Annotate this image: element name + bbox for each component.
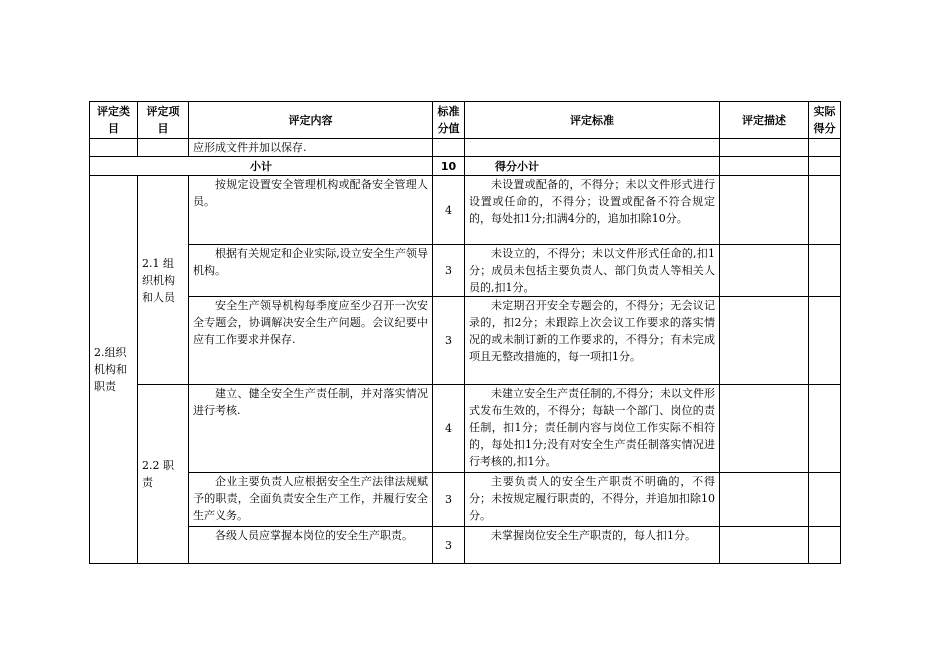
header-score: 标准分值 <box>433 102 465 139</box>
standard-cell: 未掌握岗位安全生产职责的，每人扣1分。 <box>465 527 720 564</box>
item-cell: 2.1 组织机构和人员 <box>138 176 189 385</box>
carry-over-content: 应形成文件并加以保存. <box>189 139 433 157</box>
table-row <box>90 297 841 385</box>
header-standard: 评定标准 <box>465 102 720 139</box>
subtotal-row <box>90 157 841 176</box>
subtotal-label: 小计 <box>90 157 433 176</box>
table-row <box>90 473 841 527</box>
header-item: 评定项目 <box>138 102 189 139</box>
content-cell: 各级人员应掌握本岗位的安全生产职责。 <box>189 527 433 564</box>
standard-cell: 未定期召开安全专题会的，不得分；无会议记录的，扣2分；未跟踪上次会议工作要求的落实情况的或未制订新的工作要求的，不得分；有未完成项且无整改措施的，每一项扣1分。 <box>465 297 720 385</box>
item-cell: 2.2 职责 <box>138 385 189 564</box>
description-cell <box>720 297 809 385</box>
header-row <box>90 102 841 139</box>
evaluation-table <box>89 101 841 564</box>
score-cell: 3 <box>433 527 465 564</box>
score-cell: 3 <box>433 245 465 297</box>
content-cell: 建立、健全安全生产责任制，并对落实情况进行考核. <box>189 385 433 473</box>
score-cell: 3 <box>433 473 465 527</box>
standard-cell: 主要负责人的安全生产职责不明确的，不得分；未按规定履行职责的，不得分，并追加扣除10分。 <box>465 473 720 527</box>
actual-score-cell <box>809 385 841 473</box>
content-cell: 企业主要负责人应根据安全生产法律法规赋予的职责，全面负责安全生产工作，并履行安全生产义务。 <box>189 473 433 527</box>
cell-empty <box>809 139 841 157</box>
description-cell <box>720 245 809 297</box>
cell-empty <box>720 157 809 176</box>
description-cell <box>720 385 809 473</box>
standard-cell: 未建立安全生产责任制的,不得分；未以文件形式发布生效的，不得分；每缺一个部门、岗位的责任制，扣1分；责任制内容与岗位工作实际不相符的，每处扣1分;没有对安全生产责任制落实情况进行考核的,扣1分。 <box>465 385 720 473</box>
cell-empty <box>720 139 809 157</box>
header-actual: 实际得分 <box>809 102 841 139</box>
table-row <box>90 176 841 245</box>
table-row <box>90 245 841 297</box>
score-cell: 4 <box>433 176 465 245</box>
description-cell <box>720 473 809 527</box>
cell-empty <box>90 139 138 157</box>
actual-score-cell <box>809 297 841 385</box>
content-cell: 按规定设置安全管理机构或配备安全管理人员。 <box>189 176 433 245</box>
description-cell <box>720 527 809 564</box>
actual-score-cell <box>809 176 841 245</box>
table-row <box>90 385 841 473</box>
cell-empty <box>138 139 189 157</box>
cell-empty <box>809 157 841 176</box>
content-cell: 安全生产领导机构每季度应至少召开一次安全专题会，协调解决安全生产问题。会议纪要中应有工作要求并保存. <box>189 297 433 385</box>
standard-cell: 未设置或配备的，不得分；未以文件形式进行设置或任命的，不得分；设置或配备不符合规定的，每处扣1分;扣满4分的，追加扣除10分。 <box>465 176 720 245</box>
header-description: 评定描述 <box>720 102 809 139</box>
actual-score-cell <box>809 245 841 297</box>
carry-over-row <box>90 139 841 157</box>
score-cell: 3 <box>433 297 465 385</box>
actual-score-cell <box>809 473 841 527</box>
subtotal-score-label: 得分小计 <box>465 157 720 176</box>
subtotal-score: 10 <box>433 157 465 176</box>
table-row <box>90 527 841 564</box>
content-cell: 根据有关规定和企业实际,设立安全生产领导机构。 <box>189 245 433 297</box>
actual-score-cell <box>809 527 841 564</box>
cell-empty <box>465 139 720 157</box>
cell-empty <box>433 139 465 157</box>
header-content: 评定内容 <box>189 102 433 139</box>
standard-cell: 未设立的，不得分；未以文件形式任命的,扣1分；成员未包括主要负责人、部门负责人等相关人员的,扣1分。 <box>465 245 720 297</box>
score-cell: 4 <box>433 385 465 473</box>
category-cell: 2.组织机构和职责 <box>90 176 138 564</box>
header-category: 评定类目 <box>90 102 138 139</box>
description-cell <box>720 176 809 245</box>
